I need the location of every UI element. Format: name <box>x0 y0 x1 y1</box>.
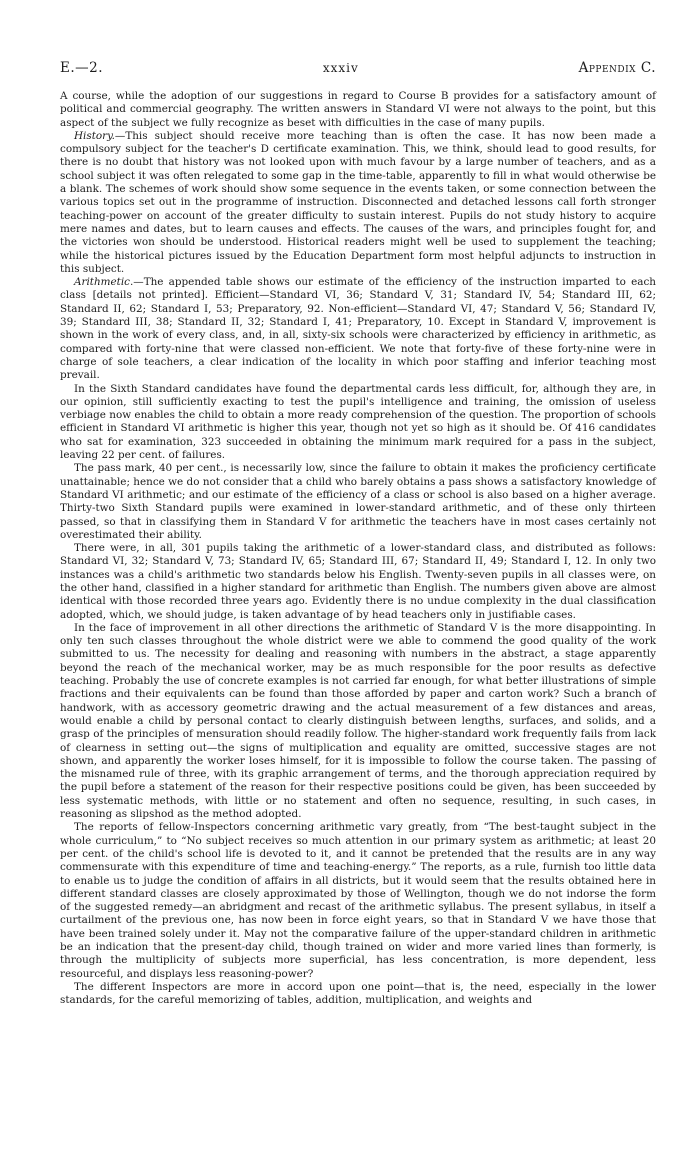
paragraph-lead: Arithmetic. <box>74 276 134 289</box>
paragraph <box>60 622 656 821</box>
header-appendix: Appendix C. <box>578 60 656 76</box>
paragraph <box>60 90 656 130</box>
document-body <box>60 90 656 1007</box>
paragraph-text: The reports of fellow-Inspectors concerning arithmetic vary greatly, from “The best-taught subject in the whole curriculum,” to “No subject receives so much attention in our primary system as arithmetic; at least 20 per cent. of the child's school life is devoted to it, and it cannot be pretended that the results are in any way commensurate with this expenditure of time and teaching-energy.” The reports, as a rule, furnish too little data to enable us to judge the condition of affairs in all districts, but it would seem that the results obtained here in different standard classes are closely approximated by those of Wellington, though we do not indorse the form of the suggested remedy—an abridgment and recast of the arithmetic syllabus. The present syllabus, in itself a curtailment of the previous one, has now been in force eight years, so that in Standard V we have those that have been trained solely under it. May not the comparative failure of the upper-standard children in arithmetic be an indication that the present-day child, though trained on wider and more varied lines than formerly, is through the multiplicity of subjects more superficial, has less concentration, is more dependent, less resourceful, and displays less reasoning-power? <box>60 821 656 980</box>
paragraph-text: In the Sixth Standard candidates have found the departmental cards less difficult, for, although they are, in our opinion, still sufficiently exacting to test the pupil's intelligence and training, the omission of useless verbiage now enables the child to obtain a more ready comprehension of the question. The proportion of schools efficient in Standard VI arithmetic is higher this year, though not yet so high as it should be. Of 416 candidates who sat for examination, 323 succeeded in obtaining the minimum mark required for a pass in the subject, leaving 22 per cent. of failures. <box>60 382 656 462</box>
paragraph <box>60 130 656 276</box>
paragraph-text: The pass mark, 40 per cent., is necessarily low, since the failure to obtain it makes the proficiency certificate unattainable; hence we do not consider that a child who barely obtains a pass shows a satisfactory knowledge of Standard VI arithmetic; and our estimate of the efficiency of a class or school is also based on a higher average. Thirty-two Sixth Standard pupils were examined in lower-standard arithmetic, and of these only thirteen passed, so that in classifying them in Standard V for arithmetic the teachers have in most cases certainly not overestimated their ability. <box>60 462 656 541</box>
paragraph <box>60 276 656 382</box>
paragraph <box>60 462 656 542</box>
page-header <box>60 60 656 76</box>
paragraph <box>60 821 656 981</box>
paragraph-text: —The appended table shows our estimate of the efficiency of the instruction imparted to each class [details not printed]. Efficient—Standard VI, 36; Standard V, 31; Standard IV, 54; Standard III, 62; Standard II, 62; Standard I, 53; Preparatory, 92. Non-efficient—Standard VI, 47; Standard V, 56; Standard IV, 39; Standard III, 38; Standard II, 32; Standard I, 41; Preparatory, 10. Except in Standard V, improvement is shown in the work of every class, and, in all, sixty-six schools were characterized by efficiency in arithmetic, as compared with forty-nine that were classed non-efficient. We note that forty-five of these forty-nine were in charge of sole teachers, a clear indication of the locality in which poor staffing and inferior teaching most prevail. <box>60 276 656 382</box>
paragraph <box>60 542 656 622</box>
paragraph <box>60 383 656 463</box>
header-section-code: E.—2. <box>60 60 104 76</box>
paragraph <box>60 981 656 1008</box>
paragraph-text: The different Inspectors are more in accord upon one point—that is, the need, especially in the lower standards, for the careful memorizing of tables, addition, multiplication, and weights and <box>60 980 656 1007</box>
paragraph-text: There were, in all, 301 pupils taking the arithmetic of a lower-standard class, and distributed as follows: Standard VI, 32; Standard V, 73; Standard IV, 65; Standard III, 67; Standard II, 49; Standard I, 12. In only two instances was a child's arithmetic two standards below his English. Twenty-seven pupils in all classes were, on the other hand, classified in a higher standard for arithmetic than English. The numbers given above are almost identical with those recorded three years ago. Evidently there is no undue complexity in the dual classification adopted, which, we should judge, is taken advantage of by head teachers only in justifiable cases. <box>60 542 656 621</box>
paragraph-lead: History. <box>74 129 115 142</box>
paragraph-text: In the face of improvement in all other directions the arithmetic of Standard V is the more disappointing. In only ten such classes throughout the whole district were we able to commend the good quality of the work submitted to us. The necessity for dealing and reasoning with numbers in the abstract, a stage apparently beyond the reach of the mechanical worker, may be as much responsible for the poor results as defective teaching. Probably the use of concrete examples is not carried far enough, for what better illustrations of simple fractions and their equivalents can be found than those afforded by paper and carton work? Such a branch of handwork, with as accessory geometric drawing and the actual measurement of a few distances and areas, would enable a child by personal contact to clearly distinguish between lengths, surfaces, and solids, and a grasp of the principles of mensuration should readily follow. The higher-standard work frequently fails from lack of clearness in setting out—the signs of multiplication and equality are omitted, successive stages are not shown, and apparently the worker loses himself, for it is impossible to follow the course taken. The passing of the misnamed rule of three, with its graphic arrangement of terms, and the thorough appreciation required by the pupil before a statement of the reason for their respective positions could be given, has been succeeded by less systematic methods, with little or no statement and often no sequence, resulting, in such cases, in reasoning as slipshod as the method adopted. <box>60 621 656 821</box>
header-page-number: xxxiv <box>322 61 359 75</box>
paragraph-text: A course, while the adoption of our suggestions in regard to Course B provides for a satisfactory amount of political and commercial geography. The written answers in Standard VI were not always to the point, but this aspect of the subject we fully recognize as beset with difficulties in the case of many pupils. <box>60 90 656 129</box>
paragraph-text: —This subject should receive more teaching than is often the case. It has now been made a compulsory subject for the teacher's D certificate examination. This, we think, should lead to good results, for there is no doubt that history was not looked upon with much favour by a large number of teachers, and as a school subject it was often relegated to some gap in the time-table, apparently to fill in what would otherwise be a blank. The schemes of work should show some sequence in the events taken, or some connection between the various topics set out in the programme of instruction. Disconnected and detached lessons call forth stronger teaching-power on account of the greater difficulty to sustain interest. Pupils do not study history to acquire mere names and dates, but to learn causes and effects. The causes of the wars, and principles fought for, and the victories won should be understood. Historical readers might well be used to supplement the teaching; while the historical pictures issued by the Education Department form most helpful adjuncts to instruction in this subject. <box>60 129 656 275</box>
